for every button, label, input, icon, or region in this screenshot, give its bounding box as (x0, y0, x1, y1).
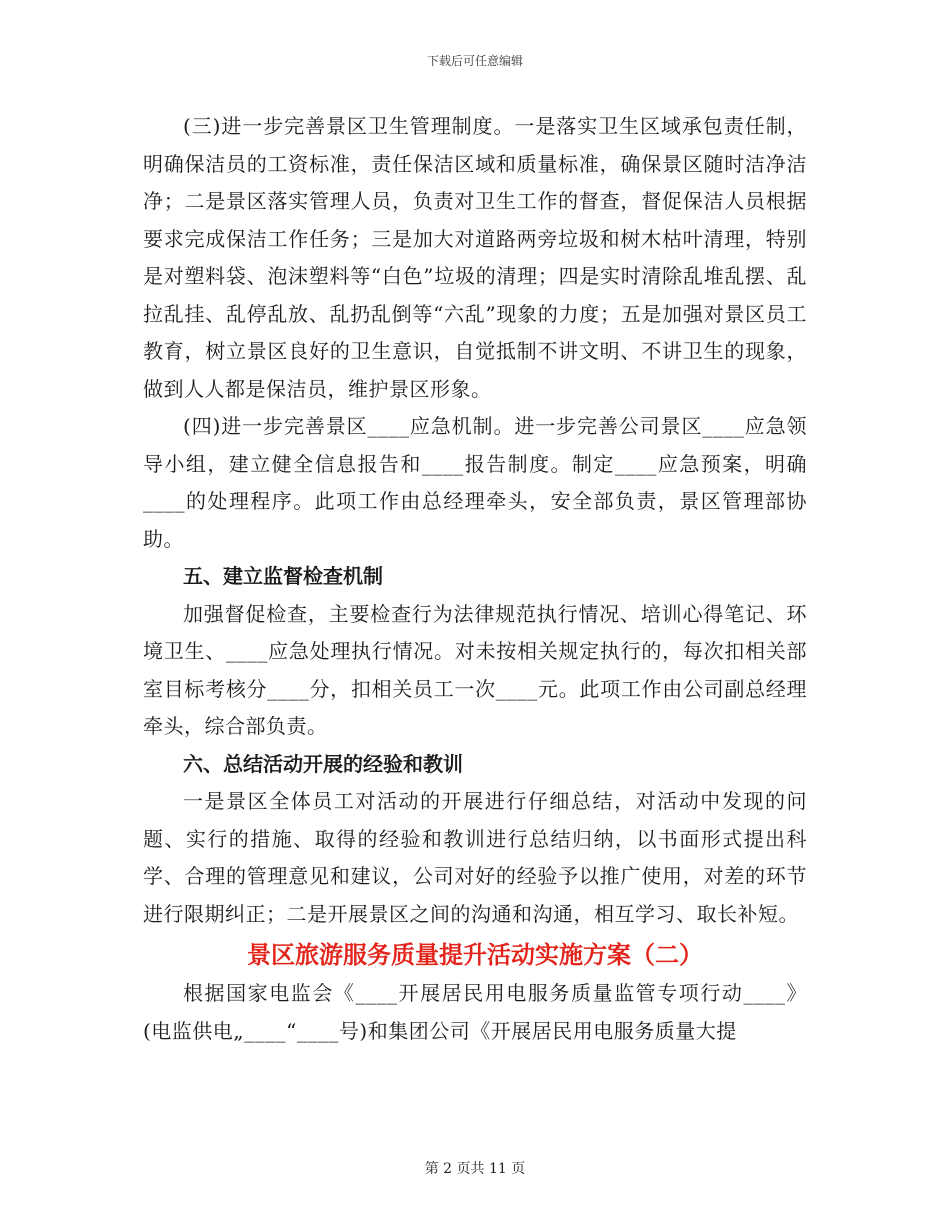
paragraph-intro: 根据国家电监会《____开展居民用电服务质量监管专项行动____》(电监供电„____“____号)和集团公司《开展居民用电服务质量大提 (143, 981, 807, 1043)
page-number: 第 2 页共 11 页 (424, 1161, 526, 1177)
paragraph-inspection: 加强督促检查，主要检查行为法律规范执行情况、培训心得笔记、环境卫生、____应急处理执行情况。对未按相关规定执行的，每次扣相关部室目标考核分____分，扣相关员工一次____元。此项工作由公司副总经理牵头，综合部负责。 (143, 601, 807, 738)
paragraph-sanitation: (三)进一步完善景区卫生管理制度。一是落实卫生区域承包责任制，明确保洁员的工资标准，责任保洁区域和质量标准，确保景区随时洁净洁净；二是景区落实管理人员，负责对卫生工作的督查，督促保洁人员根据要求完成保洁工作任务；三是加大对道路两旁垃圾和树木枯叶清理，特别是对塑料袋、泡沫塑料等“白色”垃圾的清理；四是实时清除乱堆乱摆、乱拉乱挂、乱停乱放、乱扔乱倒等“六乱”现象的力度；五是加强对景区员工教育，树立景区良好的卫生意识，自觉抵制不讲文明、不讲卫生的现象，做到人人都是保洁员，维护景区形象。 (143, 114, 807, 401)
header-note: 下载后可任意编辑 (426, 54, 523, 68)
paragraph-summary: 一是景区全体员工对活动的开展进行仔细总结，对活动中发现的问题、实行的措施、取得的经验和教训进行总结归纳，以书面形式提出科学、合理的管理意见和建议，公司对好的经验予以推广使用，对差的环节进行限期纠正；二是开展景区之间的沟通和沟通，相互学习、取长补短。 (143, 789, 807, 926)
paragraph-emergency: (四)进一步完善景区____应急机制。进一步完善公司景区____应急领导小组，建立健全信息报告和____报告制度。制定____应急预案，明确____的处理程序。此项工作由总经理牵头，安全部负责，景区管理部协助。 (143, 414, 807, 551)
heading-supervision: 五、建立监督检查机制 (183, 564, 383, 588)
section-title: 景区旅游服务质量提升活动实施方案（二） (247, 940, 703, 969)
document-body (143, 108, 807, 1050)
heading-summary: 六、总结活动开展的经验和教训 (183, 751, 463, 776)
